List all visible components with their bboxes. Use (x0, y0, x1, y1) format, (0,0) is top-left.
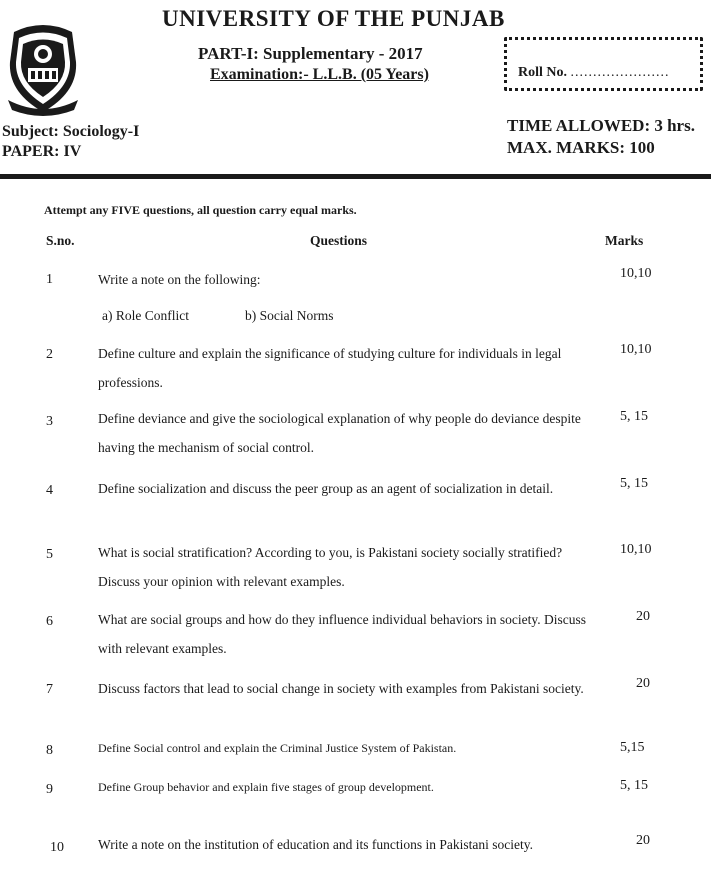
max-marks: MAX. MARKS: 100 (507, 138, 655, 157)
question-number: 6 (46, 614, 53, 629)
question-marks: 5,15 (620, 740, 645, 755)
question-marks: 10,10 (620, 342, 652, 357)
question-marks: 20 (636, 609, 650, 624)
question-text: What are social groups and how do they influence individual behaviors in society. Discuss with relevant examples. (98, 612, 587, 656)
question-text: What is social stratification? According to you, is Pakistani society socially stratified? Discuss your opinion with relevant examples. (98, 545, 563, 589)
roll-number-box (504, 37, 703, 91)
question-marks: 20 (636, 676, 650, 691)
roll-number-label: Roll No. (518, 65, 567, 80)
question-marks: 20 (636, 833, 650, 848)
question-number: 8 (46, 743, 53, 758)
time-allowed: TIME ALLOWED: 3 hrs. (507, 116, 695, 135)
question-number: 9 (46, 782, 53, 797)
question-marks: 5, 15 (620, 476, 648, 491)
question-number: 4 (46, 483, 53, 498)
question-text: Define deviance and give the sociological explanation of why people do deviance despite having the mechanism of social control. (98, 411, 581, 455)
question-text: Define socialization and discuss the peer group as an agent of socialization in detail. (98, 481, 554, 496)
question-number: 1 (46, 272, 53, 287)
roll-number-field[interactable] (518, 65, 670, 81)
question-text: Write a note on the institution of education and its functions in Pakistani society. (98, 837, 533, 852)
question-marks: 5, 15 (620, 409, 648, 424)
question-marks: 5, 15 (620, 778, 648, 793)
paper-number: PAPER: IV (2, 143, 82, 160)
header-divider (0, 174, 711, 179)
university-crest-logo (4, 22, 82, 116)
question-number: 10 (50, 840, 64, 855)
column-header-marks: Marks (605, 233, 644, 248)
instructions: Attempt any FIVE questions, all question carry equal marks. (44, 203, 357, 217)
roll-number-blank: ...................... (570, 65, 670, 80)
question-marks: 10,10 (620, 542, 652, 557)
question-number: 7 (46, 682, 53, 697)
sub-question-a: a) Role Conflict (102, 308, 189, 323)
question-text: Discuss factors that lead to social change in society with examples from Pakistani society. (98, 681, 584, 696)
examination-name: Examination:- L.L.B. (05 Years) (210, 66, 429, 83)
subject: Subject: Sociology-I (2, 123, 140, 140)
question-number: 2 (46, 347, 53, 362)
column-header-sno: S.no. (46, 233, 75, 248)
question-text: Define culture and explain the significance of studying culture for individuals in legal professions. (98, 346, 562, 390)
question-text: Define Group behavior and explain five stages of group development. (98, 780, 434, 794)
question-number: 5 (46, 547, 53, 562)
question-number: 3 (46, 414, 53, 429)
exam-part: PART-I: Supplementary - 2017 (198, 44, 423, 63)
university-title: UNIVERSITY OF THE PUNJAB (162, 6, 505, 31)
column-header-questions: Questions (310, 233, 368, 248)
question-marks: 10,10 (620, 266, 652, 281)
question-text: Define Social control and explain the Criminal Justice System of Pakistan. (98, 741, 457, 755)
sub-question-b: b) Social Norms (245, 308, 334, 323)
question-text: Write a note on the following: (98, 272, 261, 287)
